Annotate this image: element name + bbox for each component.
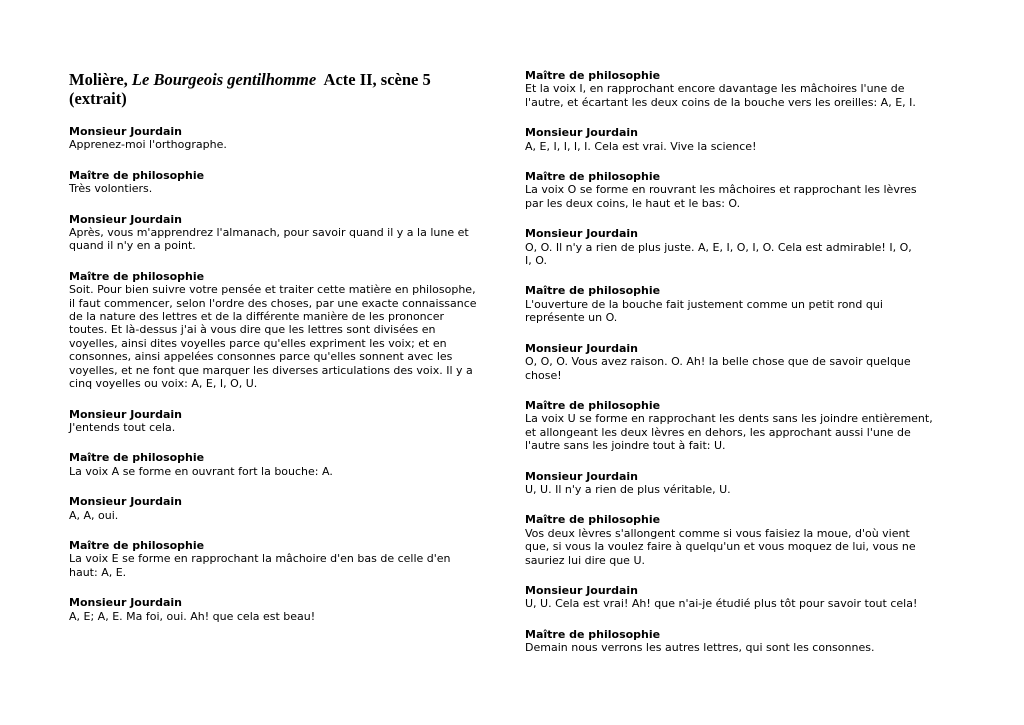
speaker-name: Monsieur Jourdain [525,469,639,483]
dialogue-line: voyelles, et ne font que marquer les diverses articulations des voix. Il y a [69,363,473,377]
dialogue-line: A, E, I, I, I, I. Cela est vrai. Vive la science! [525,139,757,153]
title-act: Acte II, scène 5 [323,70,431,89]
document-title [69,70,484,108]
dialogue-line: quand il n'y en a point. [69,239,196,253]
dialogue-entry [525,470,945,497]
dialogue-entry [69,408,484,435]
speaker-name: Monsieur Jourdain [525,126,639,140]
right-dialogue [525,69,945,655]
left-column [69,70,484,640]
dialogue-entry [525,227,945,267]
dialogue-line: toutes. Et là-dessus j'ai à vous dire que les lettres sont divisées en [69,323,436,337]
dialogue-line: l'autre sans les joindre tout à fait: U. [525,439,726,453]
dialogue-line: La voix O se forme en rouvrant les mâchoires et rapprochant les lèvres [525,183,917,197]
speaker-name: Maître de philosophie [69,168,205,182]
dialogue-entry [69,596,484,623]
dialogue-line: La voix E se forme en rapprochant la mâchoire d'en bas de celle d'en [69,552,451,566]
speaker-name: Monsieur Jourdain [69,407,183,421]
dialogue-line: chose! [525,368,562,382]
dialogue-line: Soit. Pour bien suivre votre pensée et traiter cette matière en philosophe, [69,283,476,297]
dialogue-line: Demain nous verrons les autres lettres, qui sont les consonnes. [525,641,875,655]
dialogue-entry [69,270,484,391]
dialogue-line: représente un O. [525,311,618,325]
dialogue-line: La voix U se forme en rapprochant les dents sans les joindre entièrement, [525,412,933,426]
dialogue-line: de la nature des lettres et de la différente manière de les prononcer [69,310,444,324]
dialogue-line: et allongeant les deux lèvres en dehors, les approchant aussi l'une de [525,425,911,439]
dialogue-line: Vos deux lèvres s'allongent comme si vous faisiez la moue, d'où vient [525,526,910,540]
dialogue-entry [525,513,945,567]
speaker-name: Maître de philosophie [525,627,661,641]
speaker-name: Maître de philosophie [69,269,205,283]
dialogue-entry [525,342,945,382]
dialogue-entry [69,451,484,478]
dialogue-line: haut: A, E. [69,565,127,579]
dialogue-line: O, O. Il n'y a rien de plus juste. A, E, I, O, I, O. Cela est admirable! I, O, [525,240,912,254]
dialogue-line: voyelles, ainsi dites voyelles parce qu'elles expriment les voix; et en [69,336,447,350]
dialogue-line: I, O. [525,254,547,268]
speaker-name: Maître de philosophie [525,170,661,184]
speaker-name: Maître de philosophie [69,538,205,552]
dialogue-line: par les deux coins, le haut et le bas: O. [525,196,741,210]
dialogue-entry [525,69,945,109]
dialogue-entry [69,125,484,152]
speaker-name: Maître de philosophie [69,451,205,465]
speaker-name: Maître de philosophie [525,398,661,412]
dialogue-entry [525,584,945,611]
speaker-name: Monsieur Jourdain [69,212,183,226]
dialogue-line: il faut commencer, selon l'ordre des choses, par une exacte connaissance [69,296,477,310]
dialogue-line: consonnes, ainsi appelées consonnes parce qu'elles sonnent avec les [69,350,453,364]
dialogue-line: U, U. Il n'y a rien de plus véritable, U. [525,482,731,496]
speaker-name: Monsieur Jourdain [69,596,183,610]
dialogue-line: J'entends tout cela. [69,420,176,434]
speaker-name: Monsieur Jourdain [69,495,183,509]
dialogue-line: A, E; A, E. Ma foi, oui. Ah! que cela est beau! [69,609,316,623]
dialogue-entry [69,495,484,522]
dialogue-entry [525,170,945,210]
dialogue-line: Apprenez-moi l'orthographe. [69,138,227,152]
dialogue-entry [525,399,945,453]
speaker-name: Maître de philosophie [525,69,661,82]
dialogue-line: L'ouverture de la bouche fait justement comme un petit rond qui [525,297,883,311]
speaker-name: Monsieur Jourdain [525,341,639,355]
dialogue-entry [525,628,945,655]
title-work: Le Bourgeois gentilhomme [131,70,317,89]
dialogue-line: sauriez lui dire que U. [525,553,645,567]
dialogue-line: A, A, oui. [69,508,119,522]
dialogue-line: Très volontiers. [69,182,153,196]
dialogue-entry [69,213,484,253]
dialogue-line: La voix A se forme en ouvrant fort la bouche: A. [69,464,333,478]
dialogue-line: Après, vous m'apprendrez l'almanach, pour savoir quand il y a la lune et [69,226,469,240]
speaker-name: Monsieur Jourdain [525,227,639,241]
dialogue-line: cinq voyelles ou voix: A, E, I, O, U. [69,377,258,391]
dialogue-line: O, O, O. Vous avez raison. O. Ah! la belle chose que de savoir quelque [525,355,911,369]
dialogue-line: Et la voix I, en rapprochant encore davantage les mâchoires l'une de [525,82,905,96]
title-note: (extrait) [69,89,127,108]
dialogue-line: l'autre, et écartant les deux coins de la bouche vers les oreilles: A, E, I. [525,95,916,109]
dialogue-entry [69,169,484,196]
speaker-name: Maître de philosophie [525,513,661,527]
speaker-name: Maître de philosophie [525,284,661,298]
dialogue-entry [69,539,484,579]
speaker-name: Monsieur Jourdain [525,583,639,597]
dialogue-line: U, U. Cela est vrai! Ah! que n'ai-je étudié plus tôt pour savoir tout cela! [525,597,918,611]
speaker-name: Monsieur Jourdain [69,125,183,138]
dialogue-entry [525,284,945,324]
dialogue-entry [525,126,945,153]
dialogue-line: que, si vous la voulez faire à quelqu'un et vous moquez de lui, vous ne [525,540,916,554]
right-column [525,69,945,672]
left-dialogue [69,125,484,623]
title-author: Molière, [69,70,128,89]
